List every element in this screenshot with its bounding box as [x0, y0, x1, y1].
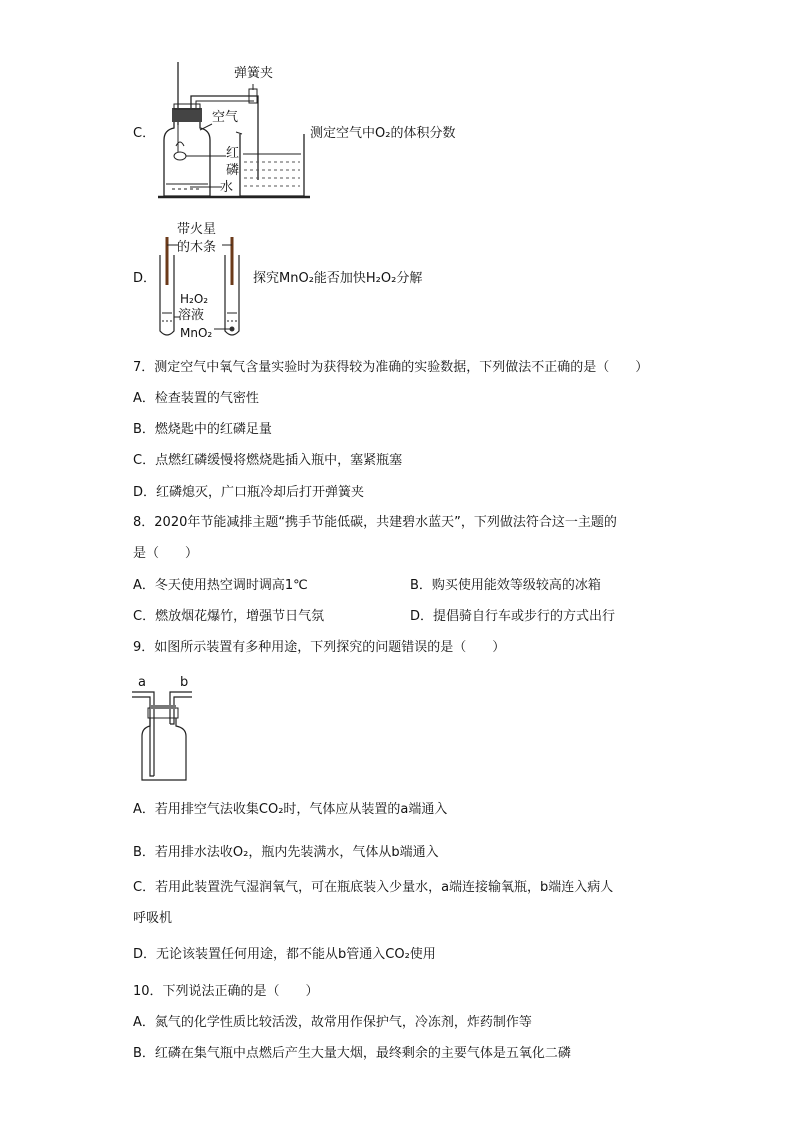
q10-option-b: B．红磷在集气瓶中点燃后产生大量大烟，最终剩余的主要气体是五氧化二磷 — [133, 1046, 571, 1061]
q8-option-a: A．冬天使用热空调时调高1℃ — [133, 578, 308, 593]
air-label: 空气 — [212, 110, 239, 125]
solution-label: 溶液 — [178, 308, 205, 323]
q10-stem: 10．下列说法正确的是（ ） — [133, 984, 319, 999]
tube-a-label: a — [138, 675, 146, 690]
q6-option-c-letter: C． — [133, 126, 156, 141]
lit-stick-label-2: 的木条 — [177, 240, 217, 255]
q9-option-a: A．若用排空气法收集CO₂时，气体应从装置的a端通入 — [133, 802, 448, 817]
q9-option-d: D．无论该装置任何用途，都不能从b管通入CO₂使用 — [133, 947, 436, 962]
q7-stem: 7．测定空气中氧气含量实验时为获得较为准确的实验数据，下列做法不正确的是（ ） — [133, 360, 649, 375]
q7-option-b: B．燃烧匙中的红磷足量 — [133, 422, 272, 437]
q7-option-a: A．检查装置的气密性 — [133, 391, 259, 406]
lit-stick-label-1: 带火星 — [177, 222, 217, 237]
q8-stem-line2: 是（ ） — [133, 546, 199, 561]
q10-option-a: A．氮气的化学性质比较活泼，故常用作保护气，冷冻剂，炸药制作等 — [133, 1015, 532, 1030]
q8-option-d: D．提倡骑自行车或步行的方式出行 — [410, 609, 616, 624]
q8-option-b: B．购买使用能效等级较高的冰箱 — [410, 578, 601, 593]
water-label: 水 — [220, 180, 234, 195]
spring-clip-label: 弹簧夹 — [234, 66, 274, 81]
red-label: 红 — [226, 146, 240, 161]
q9-option-c-line1: C．若用此装置洗气湿润氧气，可在瓶底装入少量水，a端连接输氧瓶，b端连入病人 — [133, 880, 614, 895]
h2o2-label: H₂O₂ — [180, 292, 209, 306]
q6-option-d-text: 探究MnO₂能否加快H₂O₂分解 — [253, 271, 423, 286]
q7-option-c: C．点燃红磷缓慢将燃烧匙插入瓶中，塞紧瓶塞 — [133, 453, 403, 468]
q9-stem: 9．如图所示装置有多种用途，下列探究的问题错误的是（ ） — [133, 640, 506, 655]
q6-option-d-letter: D． — [133, 271, 157, 286]
q8-stem-line1: 8．2020年节能减排主题“携手节能低碳，共建碧水蓝天”，下列做法符合这一主题的 — [133, 515, 617, 530]
mno2-label: MnO₂ — [180, 326, 213, 340]
q6-option-c-text: 测定空气中O₂的体积分数 — [310, 126, 456, 141]
phosphorus-label: 磷 — [226, 163, 240, 178]
q9-option-b: B．若用排水法收O₂，瓶内先装满水，气体从b端通入 — [133, 845, 439, 860]
q9-option-c-line2: 呼吸机 — [133, 911, 173, 926]
tube-b-label: b — [180, 675, 189, 690]
q7-option-d: D．红磷熄灭，广口瓶冷却后打开弹簧夹 — [133, 485, 365, 500]
q8-option-c: C．燃放烟花爆竹，增强节日气氛 — [133, 609, 325, 624]
